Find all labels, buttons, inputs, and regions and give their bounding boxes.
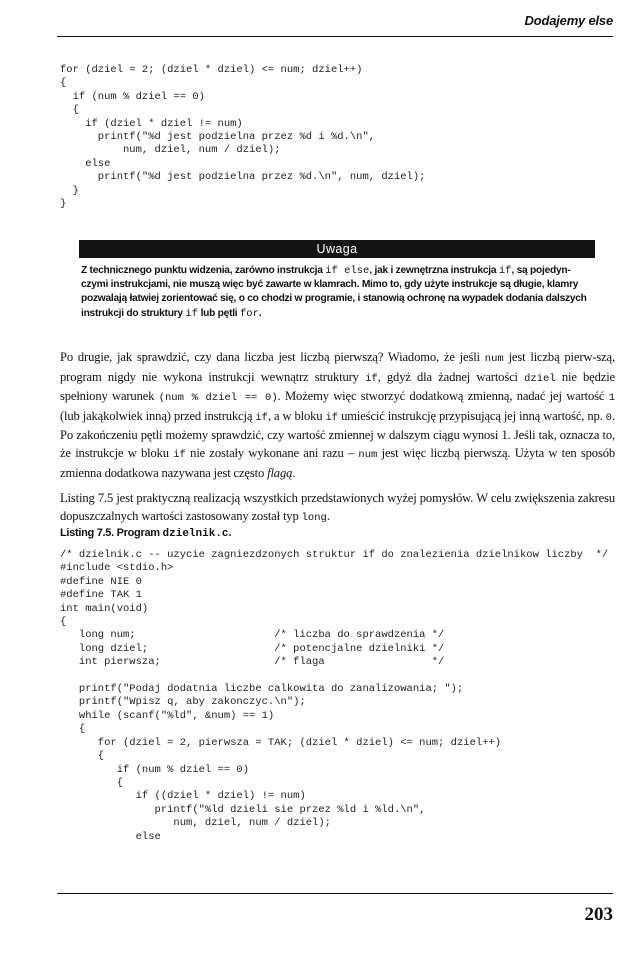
inline-code: if <box>173 448 186 461</box>
note-text-part: lub pętli <box>198 307 240 319</box>
inline-code: if <box>255 411 268 424</box>
code-snippet-loop: for (dziel = 2; (dziel * dziel) <= num; dziel++) { if (num % dziel == 0) { if (dziel * dziel != num) printf("%d jest podzielna przez %d i %d.\n", num, dziel, num / dziel); else printf("%d jest podzielna przez %d.\n", num, dziel); } } <box>60 64 426 211</box>
text-run: jest liczbą pierw-szą, program nigdy nie wykona instrukcji wewnątrz struktury <box>60 350 615 384</box>
text-run: (lub jakąkolwiek inną) przed instrukcją <box>60 408 256 423</box>
inline-code: (num % dziel == 0) <box>158 392 278 405</box>
inline-code: for <box>239 307 259 320</box>
text-run: nie zostały wykonane ani razu – <box>185 445 359 460</box>
note-text-part: Z technicznego punktu widzenia, zarówno instrukcja <box>81 265 326 276</box>
inline-code: 1 <box>608 392 615 405</box>
text-run: jest więc liczbą pierwszą. Użyta w ten sposób zmienna dodatkowa nazywana jest często <box>60 445 615 480</box>
inline-code: if <box>498 265 512 277</box>
text-run: . Po zakończeniu pętli możemy sprawdzić, czy wartość zmiennej w dalszym ciągu wynosi 1. Jeśli tak, oznacza to, że instrukcje w bloku <box>60 408 615 460</box>
code-listing-dzielnik: /* dzielnik.c -- uzycie zagniezdzonych struktur if do znalezienia dzielnikow liczby */ #include <stdio.h> #define NIE 0 #define TAK 1 int main(void) { long num; /* liczba do sprawdzenia */ long dziel; /* potencjalne dzielniki */ int pierwsza; /* flaga */ printf("Podaj dodatnia liczbe calkowita do zanalizowania; "); printf("Wpisz q, aby zakonczyc.\n"); while (scanf("%ld", &num) == 1) { for (dziel = 2, pierwsza = TAK; (dziel * dziel) <= num; dziel++) { if (num % dziel == 0) { if ((dziel * dziel) != num) printf("%ld dzieli sie przez %ld i %ld.\n", num, dziel, num / dziel); else <box>60 549 609 843</box>
body-paragraph-listing-intro <box>60 490 615 527</box>
inline-code: num <box>484 353 504 365</box>
text-run: , a w bloku <box>267 408 326 423</box>
note-text <box>81 264 595 321</box>
page-number: 203 <box>584 904 613 925</box>
text-run: . <box>326 508 330 523</box>
text-run: umieścić instrukcję przypisującą jej inną wartość, np. <box>338 408 606 423</box>
listing-filename: dzielnik.c <box>162 528 229 540</box>
inline-code: if <box>325 411 339 424</box>
running-head: Dodajemy else <box>524 13 613 28</box>
note-text-part: , jak i zewnętrzna instrukcja <box>369 265 499 276</box>
listing-caption <box>60 527 231 540</box>
footer-rule <box>57 893 613 894</box>
note-title-bar <box>79 240 595 258</box>
text-run: . <box>292 465 296 480</box>
inline-code: long <box>301 511 327 524</box>
note-text-part: , są pojedyn-czymi instrukcjami, nie muszą więc być zawarte w klamrach. Mimo to, gdy użyte instrukcje są długie, klamry pozwalają łatwiej zorientować się, o co chodzi w programie, i stanowią ochronę na wypadek dodania dalszych instrukcji do struktury <box>81 265 587 319</box>
note-title: Uwaga <box>316 242 358 256</box>
listing-caption-end: . <box>228 527 232 539</box>
text-run: nie będzie spełniony warunek <box>60 369 615 404</box>
inline-code: if else <box>325 265 370 277</box>
note-text-part: . <box>258 307 262 319</box>
text-run: , gdyż dla żadnej wartości <box>377 369 525 384</box>
text-run: Listing 7.5 jest praktyczną realizacją wszystkich przedstawionych wyżej pomysłów. W celu zwiększenia zakresu dopuszczalnych wartości zastosowany został typ <box>60 491 615 523</box>
inline-code: num <box>358 448 378 461</box>
inline-code: if <box>185 307 198 320</box>
inline-code: 0 <box>605 411 612 424</box>
text-run: . Możemy więc stworzyć dodatkową zmienną, nadać jej wartość <box>277 389 609 404</box>
text-run: Po drugie, jak sprawdzić, czy dana liczba jest liczbą pierwszą? Wiadomo, że jeśli <box>60 350 485 364</box>
inline-code: if <box>365 372 378 385</box>
body-paragraph-prime-check <box>60 349 615 482</box>
inline-code: dziel <box>524 372 556 385</box>
listing-label: Listing 7.5. Program <box>60 527 163 539</box>
emphasis: flagą <box>267 465 293 480</box>
header-rule <box>57 36 613 37</box>
